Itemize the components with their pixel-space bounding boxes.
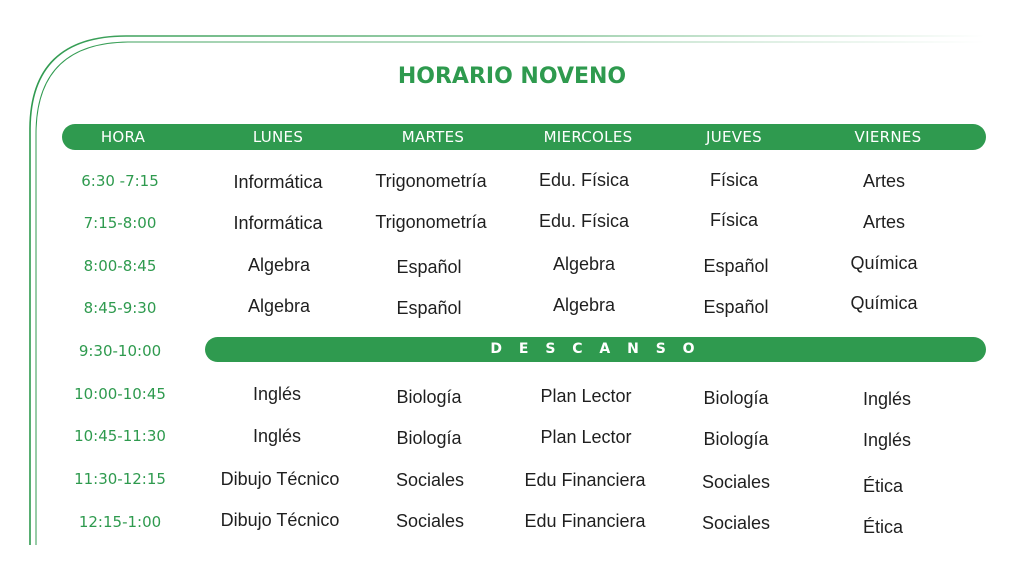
schedule-cell: Ética <box>862 517 904 537</box>
table-header-bar <box>62 124 986 150</box>
schedule-cell: Biología <box>396 428 462 448</box>
schedule-cell: Biología <box>703 429 769 449</box>
break-bar: D E S C A N S O <box>205 337 986 362</box>
time-slot: 8:45-9:30 <box>83 299 157 317</box>
schedule-cell: Biología <box>703 388 769 408</box>
schedule-cell: Sociales <box>395 470 465 490</box>
schedule-cell: Química <box>850 253 918 273</box>
time-slot: 11:30-12:15 <box>74 470 166 488</box>
schedule-cell: Informática <box>233 172 323 192</box>
schedule-cell: Inglés <box>252 384 302 404</box>
schedule-cell: Sociales <box>395 511 465 531</box>
schedule-cell: Edu. Física <box>538 170 630 190</box>
schedule-cell: Español <box>396 257 462 277</box>
schedule-cell: Inglés <box>862 389 912 409</box>
schedule-cell: Física <box>709 170 759 190</box>
schedule-cell: Algebra <box>247 296 311 316</box>
time-slot: 7:15-8:00 <box>83 214 157 232</box>
schedule-cell: Plan Lector <box>540 427 632 447</box>
schedule-cell: Informática <box>233 213 323 233</box>
schedule-cell: Español <box>396 298 462 318</box>
header-lunes: LUNES <box>252 128 304 146</box>
schedule-cell: Trigonometría <box>375 171 487 191</box>
schedule-cell: Química <box>850 293 918 313</box>
header-miercoles: MIERCOLES <box>543 128 633 146</box>
schedule-cell: Sociales <box>701 472 771 492</box>
schedule-cell: Dibujo Técnico <box>220 469 340 489</box>
schedule-cell: Artes <box>862 212 906 232</box>
header-jueves: JUEVES <box>706 128 762 146</box>
header-martes: MARTES <box>401 128 465 146</box>
schedule-cell: Algebra <box>247 255 311 275</box>
schedule-cell: Español <box>703 256 769 276</box>
schedule-cell: Edu Financiera <box>524 511 646 531</box>
schedule-cell: Edu Financiera <box>524 470 646 490</box>
schedule-cell: Artes <box>862 171 906 191</box>
schedule-cell: Sociales <box>701 513 771 533</box>
schedule-cell: Plan Lector <box>540 386 632 406</box>
schedule-cell: Dibujo Técnico <box>220 510 340 530</box>
time-slot: 10:45-11:30 <box>74 427 166 445</box>
schedule-cell: Español <box>703 297 769 317</box>
header-viernes: VIERNES <box>854 128 922 146</box>
header-hora: HORA <box>100 128 146 146</box>
schedule-cell: Física <box>709 210 759 230</box>
time-slot: 9:30-10:00 <box>78 342 162 360</box>
schedule-cell: Inglés <box>252 426 302 446</box>
page-title: HORARIO NOVENO <box>397 64 627 89</box>
time-slot: 6:30 -7:15 <box>81 172 159 190</box>
schedule-cell: Inglés <box>862 430 912 450</box>
time-slot: 8:00-8:45 <box>83 257 157 275</box>
schedule-cell: Algebra <box>552 254 616 274</box>
time-slot: 12:15-1:00 <box>78 513 162 531</box>
schedule-cell: Edu. Física <box>538 211 630 231</box>
schedule-cell: Ética <box>862 476 904 496</box>
schedule-cell: Trigonometría <box>375 212 487 232</box>
schedule-cell: Biología <box>396 387 462 407</box>
time-slot: 10:00-10:45 <box>74 385 166 403</box>
schedule-cell: Algebra <box>552 295 616 315</box>
